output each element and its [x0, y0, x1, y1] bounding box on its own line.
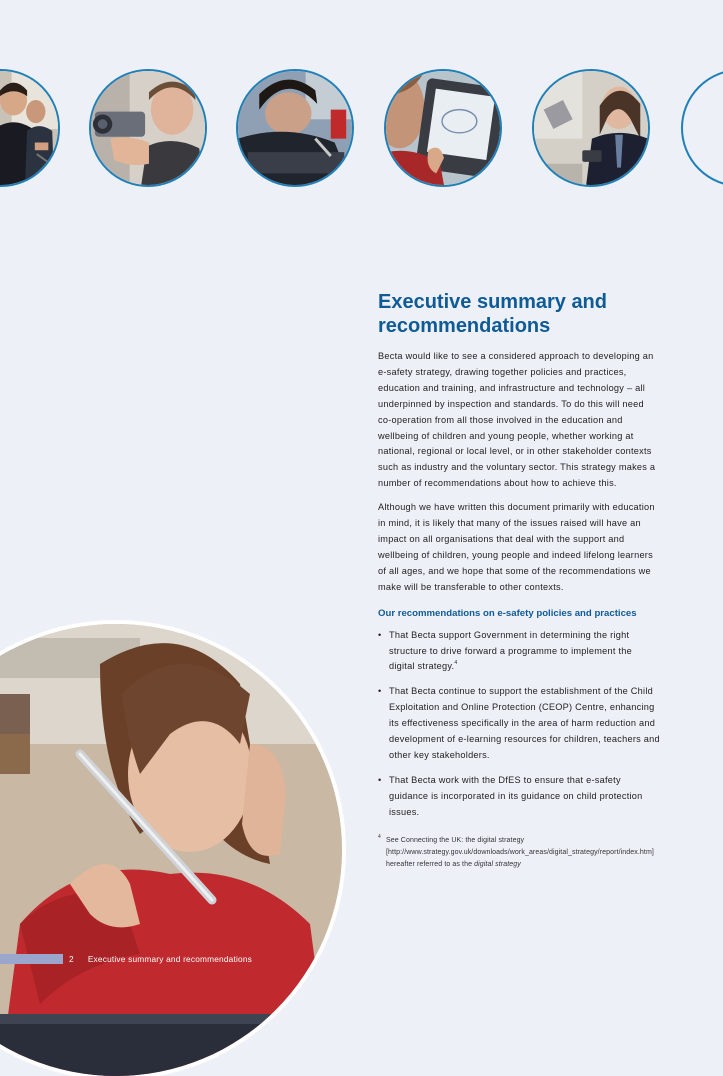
- photo-girl-with-stylus: [0, 624, 342, 1076]
- photo-student-with-stylus: [236, 69, 354, 187]
- footnote-text: See Connecting the UK: the digital strategy [http://www.strategy.gov.uk/downloads/work_areas/digital_strategy/report/index.htm] hereafter referred to as the: [386, 836, 654, 869]
- photo-student-with-phone: [532, 69, 650, 187]
- photo-strip: [0, 0, 723, 200]
- list-item: [378, 628, 660, 676]
- list-item: [378, 684, 660, 764]
- page-title: Executive summary and recommendations: [378, 291, 607, 337]
- photo-circle-empty: [681, 69, 723, 187]
- photo-tablet-drawing: [384, 69, 502, 187]
- page-number: 2: [69, 954, 74, 964]
- photo-students-working: [0, 69, 60, 187]
- footnote-italic: digital strategy: [474, 861, 521, 869]
- recommendation-text: That Becta continue to support the establishment of the Child Exploitation and Online Protection (CEOP) Centre, enhancing its effectiveness specifically in the area of harm reduction and development of e-learning resources for children, teachers and other key stakeholders.: [389, 686, 660, 760]
- bullet-glyph: •: [378, 774, 382, 785]
- recommendation-text: That Becta support Government in determining the right structure to drive forward a programme to implement the digital strategy.: [389, 629, 633, 672]
- footer-bar: [0, 954, 63, 964]
- photo-student-with-camcorder: [89, 69, 207, 187]
- recommendation-text: That Becta work with the DfES to ensure that e-safety guidance is incorporated in its guidance on child protection issues.: [389, 774, 643, 817]
- page-footer: [69, 953, 252, 965]
- footnote-mark: 4: [378, 833, 381, 840]
- bullet-glyph: •: [378, 629, 382, 640]
- list-item: [378, 773, 660, 821]
- footnote-ref: 4: [454, 660, 458, 667]
- bullet-glyph: •: [378, 686, 382, 697]
- footnote: [378, 835, 660, 872]
- intro-paragraph-1: Becta would like to see a considered approach to developing an e-safety strategy, drawing together policies and practices, education and training, and infrastructure and technology – all underpinned by inspection and standards. To do this will need co-operation from all those involved in the education and wellbeing of children and young people, whether working at national, regional or local level, or in other stakeholder contexts such as industry and the voluntary sector. This strategy makes a number of recommendations about how to achieve this.: [378, 351, 656, 489]
- recommendations-heading: Our recommendations on e-safety policies and practices: [378, 607, 637, 619]
- intro-paragraph-2: Although we have written this document primarily with education in mind, it is likely that many of the issues raised will have an impact on all organisations that deal with the support and wellbeing of children, young people and indeed lifelong learners of all ages, and we hope that some of the recommendations we make will be transferable to other contexts.: [378, 502, 655, 592]
- footer-label: Executive summary and recommendations: [87, 954, 253, 964]
- content-column: [378, 290, 660, 872]
- recommendations-list: [378, 628, 660, 821]
